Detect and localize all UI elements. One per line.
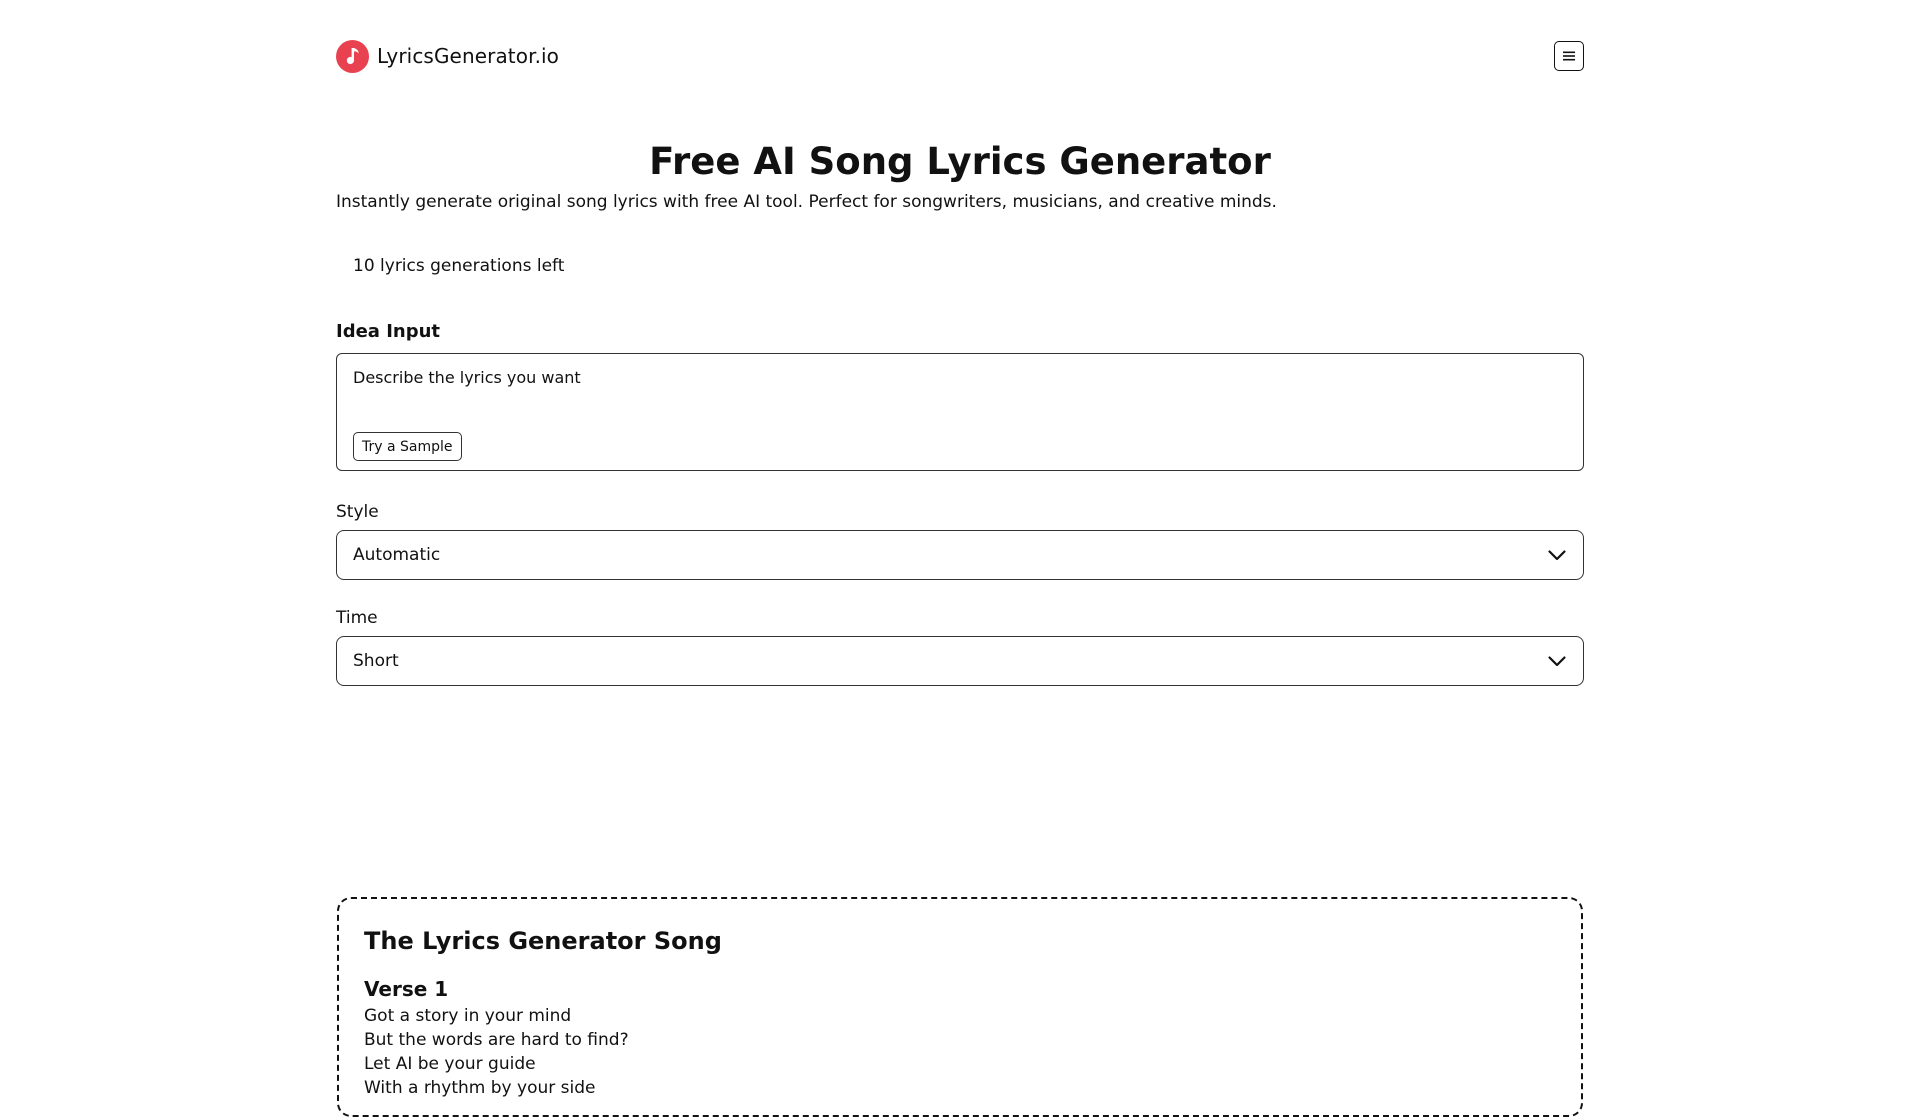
song-title: The Lyrics Generator Song — [364, 927, 722, 955]
style-label: Style — [336, 502, 379, 522]
hamburger-menu-icon — [1563, 51, 1575, 61]
idea-input-label: Idea Input — [336, 321, 441, 342]
logo-svg — [336, 40, 369, 73]
lyric-lines — [364, 1004, 629, 1100]
sample-lyrics-card — [337, 897, 1583, 1117]
time-selected-value: Short — [353, 651, 399, 671]
chevron-down-icon — [1547, 651, 1567, 671]
lyric-line: Let AI be your guide — [364, 1054, 536, 1074]
generations-left-counter: 10 lyrics generations left — [353, 256, 565, 276]
page-title: Free AI Song Lyrics Generator — [649, 140, 1271, 183]
brand-name: LyricsGenerator.io — [377, 44, 560, 68]
lyric-line: But the words are hard to find? — [364, 1030, 629, 1050]
brand-link[interactable] — [336, 40, 559, 73]
try-sample-button[interactable]: Try a Sample — [353, 432, 462, 461]
style-selected-value: Automatic — [353, 545, 441, 565]
time-label: Time — [336, 608, 378, 628]
music-note-icon — [336, 40, 369, 73]
idea-input-field[interactable] — [353, 368, 1567, 408]
menu-button[interactable] — [1554, 41, 1584, 71]
time-select[interactable] — [336, 636, 1584, 686]
verse-heading: Verse 1 — [364, 977, 449, 1001]
page-subtitle: Instantly generate original song lyrics with free AI tool. Perfect for songwriters, musicians, and creative minds. — [336, 192, 1277, 212]
lyric-line: Got a story in your mind — [364, 1006, 572, 1026]
site-header — [336, 39, 1584, 73]
lyric-line: With a rhythm by your side — [364, 1078, 596, 1098]
idea-input-box — [336, 353, 1584, 471]
chevron-down-icon — [1547, 545, 1567, 565]
style-select[interactable] — [336, 530, 1584, 580]
